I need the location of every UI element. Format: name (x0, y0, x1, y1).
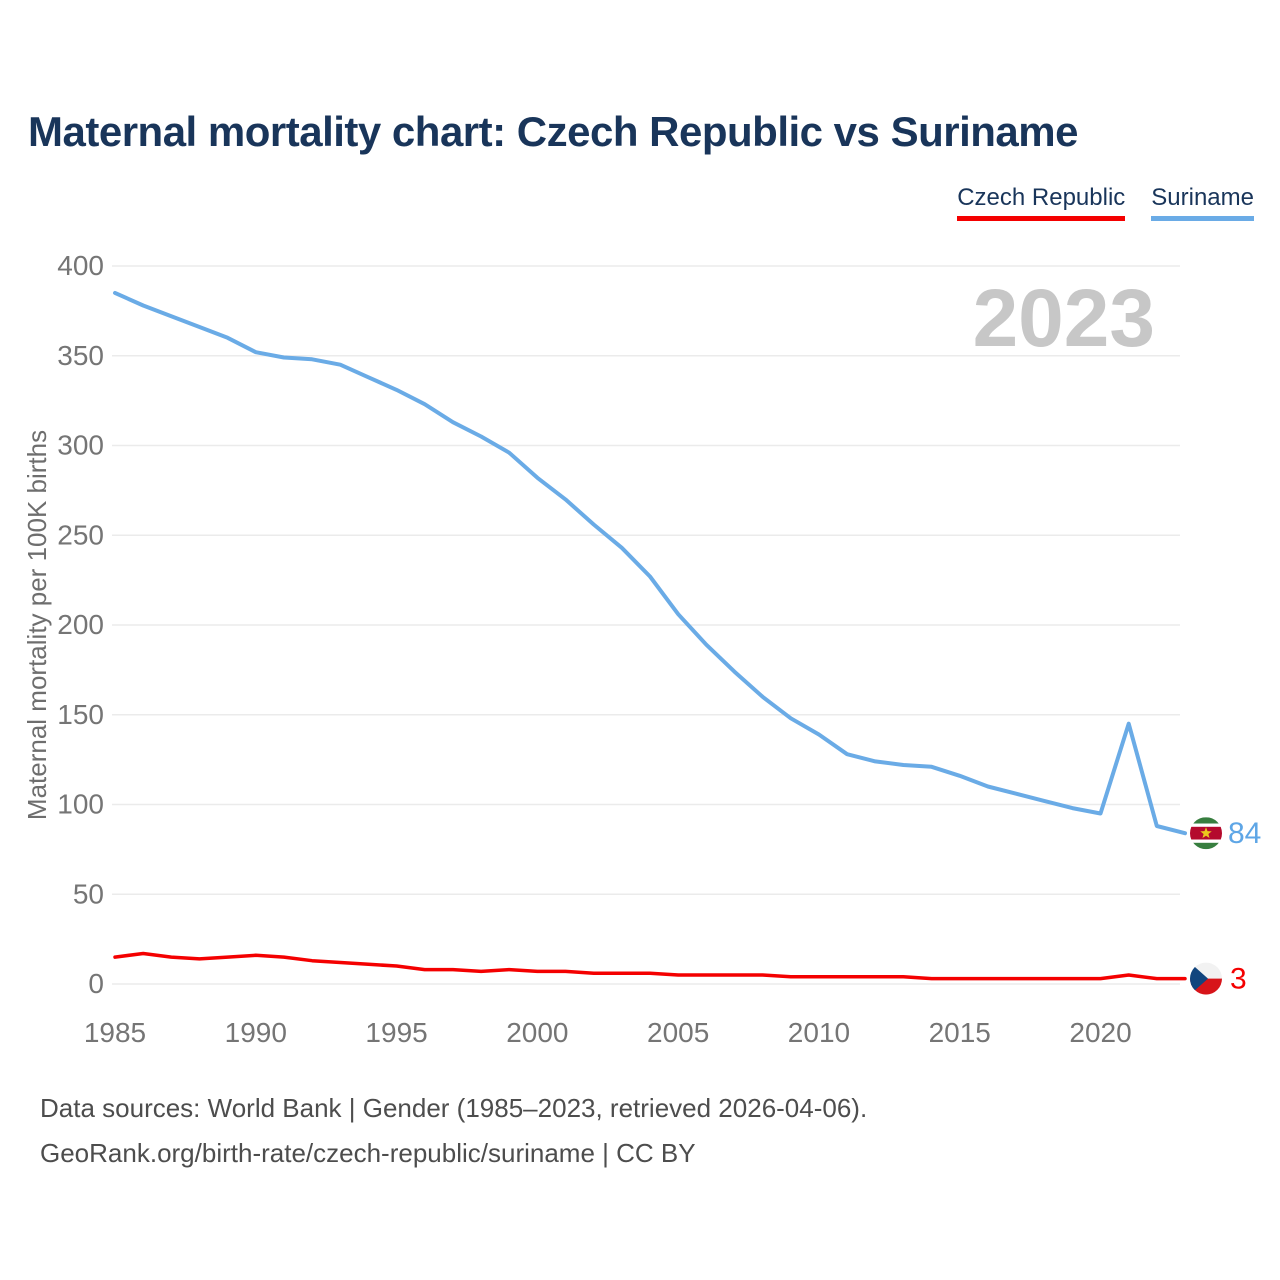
y-tick-label: 100 (57, 788, 104, 820)
y-tick-label: 350 (57, 339, 104, 371)
y-tick-label: 50 (72, 878, 104, 910)
page-title: Maternal mortality chart: Czech Republic vs Suriname (28, 108, 1078, 155)
suriname-flag-icon (1190, 817, 1222, 849)
czech-republic-end-value: 3 (1230, 962, 1247, 996)
y-tick-label: 150 (57, 698, 104, 730)
legend-label-suriname: Suriname (1151, 184, 1254, 211)
suriname-line (115, 293, 1185, 833)
x-tick-label: 1995 (365, 1017, 428, 1048)
gridlines-and-ticks (57, 250, 1180, 1048)
footer-sources-line: Data sources: World Bank | Gender (1985–2023, retrieved 2026-04-06). (40, 1093, 868, 1123)
x-tick-label: 1985 (83, 1017, 147, 1048)
y-tick-label: 0 (88, 968, 104, 999)
y-axis-label: Maternal mortality per 100K births (22, 429, 52, 821)
x-tick-label: 2015 (928, 1017, 991, 1048)
czech-republic-line (115, 954, 1185, 979)
footer-attribution-line: GeoRank.org/birth-rate/czech-republic/suriname | CC BY (40, 1138, 696, 1168)
legend-label-czech-republic: Czech Republic (957, 184, 1126, 211)
watermark-year: 2023 (972, 273, 1155, 364)
x-tick-label: 2020 (1069, 1017, 1132, 1048)
y-tick-label: 400 (57, 250, 104, 281)
x-tick-label: 2000 (506, 1017, 569, 1048)
footer (40, 1086, 867, 1176)
x-tick-label: 2010 (787, 1017, 851, 1048)
suriname-end-value: 84 (1228, 817, 1262, 851)
x-tick-label: 1990 (224, 1017, 287, 1048)
y-tick-label: 300 (57, 429, 104, 461)
y-tick-label: 200 (57, 609, 104, 640)
series-lines (115, 293, 1185, 979)
y-tick-label: 250 (57, 519, 104, 551)
x-tick-label: 2005 (647, 1017, 710, 1048)
end-labels (1190, 817, 1261, 995)
czech-republic-flag-icon (1190, 963, 1222, 995)
